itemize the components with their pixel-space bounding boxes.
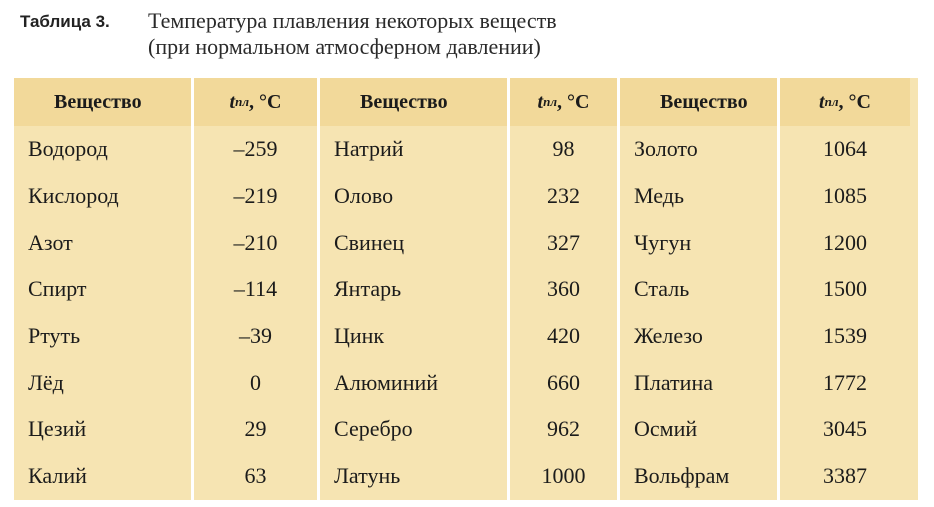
temp-cell: 98 [510, 126, 620, 173]
substance-cell: Платина [620, 359, 780, 406]
caption-title [148, 8, 557, 60]
temp-cell: 1064 [823, 136, 867, 162]
substance-cell: Азот [14, 219, 194, 266]
header-temp-1: t пл , °C [194, 78, 320, 126]
substance-cell: Ртуть [14, 313, 194, 360]
temp-cell: 1085 [823, 183, 867, 209]
caption-label: Таблица 3. [20, 12, 110, 31]
substance-cell: Янтарь [320, 266, 510, 313]
substance-cell: Цинк [320, 313, 510, 360]
substance-cell: Водород [14, 126, 194, 173]
caption-title-line2: (при нормальном атмосферном давлении) [148, 34, 541, 59]
substance-cell: Олово [320, 173, 510, 220]
substance-cell: Кислород [14, 173, 194, 220]
temp-cell: 3387 [823, 463, 867, 489]
melting-point-table [14, 78, 918, 500]
substance-cell: Вольфрам [620, 453, 780, 500]
temp-cell: 1772 [823, 369, 867, 395]
temp-cell: 63 [194, 453, 320, 500]
temp-cell: 3045 [823, 416, 867, 442]
substance-cell: Алюминий [320, 359, 510, 406]
substance-cell: Сталь [620, 266, 780, 313]
temp-cell: 1500 [823, 276, 867, 302]
temp-cell: 962 [510, 406, 620, 453]
header-substance-1: Вещество [14, 78, 194, 126]
temp-cell: –210 [194, 219, 320, 266]
header-substance-3: Вещество [620, 78, 780, 126]
header-temp-3: t пл , °C [780, 78, 910, 126]
temp-cell: 1200 [823, 229, 867, 255]
table-grid [14, 78, 918, 500]
substance-cell: Железо [620, 313, 780, 360]
substance-cell: Чугун [620, 219, 780, 266]
substance-cell: Золото [620, 126, 780, 173]
header-temp-2: t пл , °C [510, 78, 620, 126]
temp-cell: 232 [510, 173, 620, 220]
temp-cell: 327 [510, 219, 620, 266]
temp-cell: –39 [194, 313, 320, 360]
substance-cell: Медь [620, 173, 780, 220]
substance-cell: Латунь [320, 453, 510, 500]
substance-cell: Спирт [14, 266, 194, 313]
temp-cell: 0 [194, 359, 320, 406]
temp-cell: 660 [510, 359, 620, 406]
substance-cell: Цезий [14, 406, 194, 453]
substance-cell: Лёд [14, 359, 194, 406]
temp-cell: 420 [510, 313, 620, 360]
caption-title-line1: Температура плавления некоторых веществ [148, 8, 557, 33]
substance-cell: Осмий [620, 406, 780, 453]
substance-cell: Калий [14, 453, 194, 500]
temp-cell: 360 [510, 266, 620, 313]
substance-cell: Натрий [320, 126, 510, 173]
substance-cell: Серебро [320, 406, 510, 453]
temp-cell: 29 [194, 406, 320, 453]
temp-cell: 1000 [510, 453, 620, 500]
temp-cell: –114 [194, 266, 320, 313]
temp-cell: –219 [194, 173, 320, 220]
temp-cell: 1539 [823, 323, 867, 349]
substance-cell: Свинец [320, 219, 510, 266]
temp-cell: –259 [194, 126, 320, 173]
table-caption [20, 8, 557, 60]
header-substance-2: Вещество [320, 78, 510, 126]
